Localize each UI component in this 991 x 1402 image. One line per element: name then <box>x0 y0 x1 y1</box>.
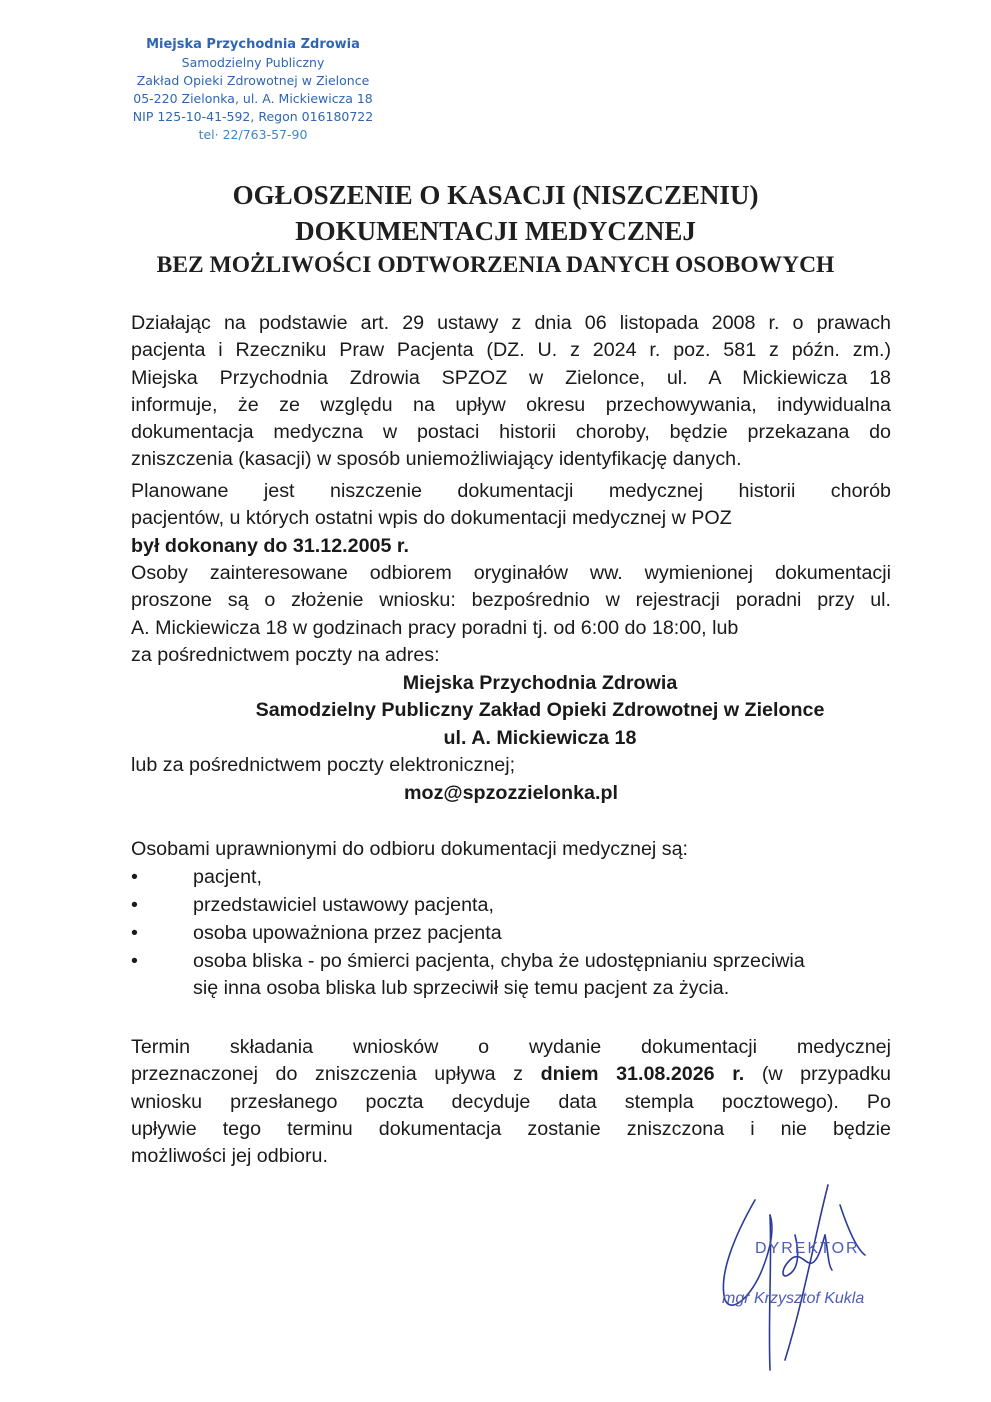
stamp-line-2: Samodzielny Publiczny <box>181 55 325 70</box>
deadline-line-1: Termin składania wniosków o wydanie dokumentacji medycznej <box>131 1036 891 1058</box>
bullet: • <box>131 894 138 916</box>
request-line-4: za pośrednictwem poczty na adres: <box>131 643 440 666</box>
list-item-text: przedstawiciel ustawowy pacjenta, <box>193 894 494 916</box>
stamp-line-3: Zakład Opieki Zdrowotnej w Zielonce <box>136 73 370 88</box>
planned-line-2: pacjentów, u których ostatni wpis do dokumentacji medycznej w POZ <box>131 507 732 530</box>
deadline-paragraph <box>131 1034 891 1170</box>
email-text: moz@spzozzielonka.pl <box>404 782 618 804</box>
stamp-name: Miejska Przychodnia Zdrowia <box>146 37 360 52</box>
institution-stamp <box>108 36 398 144</box>
intro-line-3: Miejska Przychodnia Zdrowia SPZOZ w Zielonce, ul. A Mickiewicza 18 <box>131 366 891 389</box>
list-item-text-line-2: się inna osoba bliska lub sprzeciwił się temu pacjent za życia. <box>193 977 730 1000</box>
list-item-text-line-1: osoba bliska - po śmierci pacjenta, chyba że udostępnianiu sprzeciwia <box>193 950 805 972</box>
intro-line-1: Działając na podstawie art. 29 ustawy z dnia 06 listopada 2008 r. o prawach <box>131 312 891 334</box>
address-line-3-visible: ul. A. Mickiewicza 18 <box>443 726 637 749</box>
planned-paragraph <box>131 478 891 560</box>
list-item-text: osoba upoważniona przez pacjenta <box>193 922 502 944</box>
deadline-line-3: wniosku przesłanego poczta decyduje data stempla pocztowego). Po <box>131 1090 891 1113</box>
handwritten-signature <box>700 1175 940 1385</box>
address-line-1-visible: Miejska Przychodnia Zdrowia <box>402 672 678 694</box>
title-line-2: DOKUMENTACJI MEDYCZNEJ <box>295 216 696 246</box>
address-line-2-visible: Samodzielny Publiczny Zakład Opieki Zdrowotnej w Zielonce <box>255 699 825 722</box>
stamp-address: 05-220 Zielonka, ul. A. Mickiewicza 18 <box>133 91 373 106</box>
list-item-text: pacjent, <box>193 866 262 888</box>
intro-paragraph <box>131 310 891 474</box>
deadline-line-4: upływie tego terminu dokumentacja zostanie zniszczona i nie będzie <box>131 1117 891 1140</box>
email-label: lub za pośrednictwem poczty elektronicznej; <box>131 754 516 776</box>
planned-line-1: Planowane jest niszczenie dokumentacji medycznej historii chorób <box>131 480 891 502</box>
deadline-date: dniem 31.08.2026 r. <box>540 1063 745 1086</box>
intro-line-6: zniszczenia (kasacji) w sposób uniemożliwiający identyfikację danych. <box>131 448 742 471</box>
list-item-text <box>193 948 893 1003</box>
deadline-line-2 <box>131 1061 891 1088</box>
intro-line-5: dokumentacja medyczna w postaci historii choroby, będzie przekazana do <box>131 421 891 444</box>
title-line-1: OGŁOSZENIE O KASACJI (NISZCZENIU) <box>232 180 759 210</box>
request-line-3: A. Mickiewicza 18 w godzinach pracy poradni tj. od 6:00 do 18:00, lub <box>131 616 739 639</box>
deadline-line-2-pre: przeznaczonej do zniszczenia upływa z <box>131 1063 541 1086</box>
deadline-line-2-post: (w przypadku <box>744 1063 891 1086</box>
bullet: • <box>131 866 138 888</box>
planned-date: był dokonany do 31.12.2005 r. <box>131 534 409 557</box>
address-visible <box>0 670 991 752</box>
signature-name: mgr Krzysztof Kukla <box>722 1290 865 1307</box>
stamp-nip-regon: NIP 125-10-41-592, Regon 016180722 <box>132 109 374 124</box>
bullet: • <box>131 950 138 972</box>
entitled-heading: Osobami uprawnionymi do odbioru dokumentacji medycznej są: <box>131 838 688 860</box>
intro-line-4: informuje, że ze względu na upływ okresu przechowywania, indywidualna <box>131 393 891 416</box>
request-line-1: Osoby zainteresowane odbiorem oryginałów ww. wymienionej dokumentacji <box>131 562 891 584</box>
email-address <box>131 780 891 807</box>
deadline-line-5: możliwości jej odbioru. <box>131 1145 328 1168</box>
request-line-2: proszone są o złożenie wniosku: bezpośrednio w rejestracji poradni przy ul. <box>131 589 891 612</box>
bullet: • <box>131 922 138 944</box>
signature-title: DYREKTOR <box>755 1240 860 1257</box>
intro-line-2: pacjenta i Rzeczniku Praw Pacjenta (DZ. U. z 2024 r. poz. 581 z późn. zm.) <box>131 339 891 362</box>
request-paragraph <box>131 560 891 669</box>
title-line-3: BEZ MOŻLIWOŚCI ODTWORZENIA DANYCH OSOBOWYCH <box>156 252 835 278</box>
stamp-phone: tel· 22/763-57-90 <box>198 127 308 142</box>
